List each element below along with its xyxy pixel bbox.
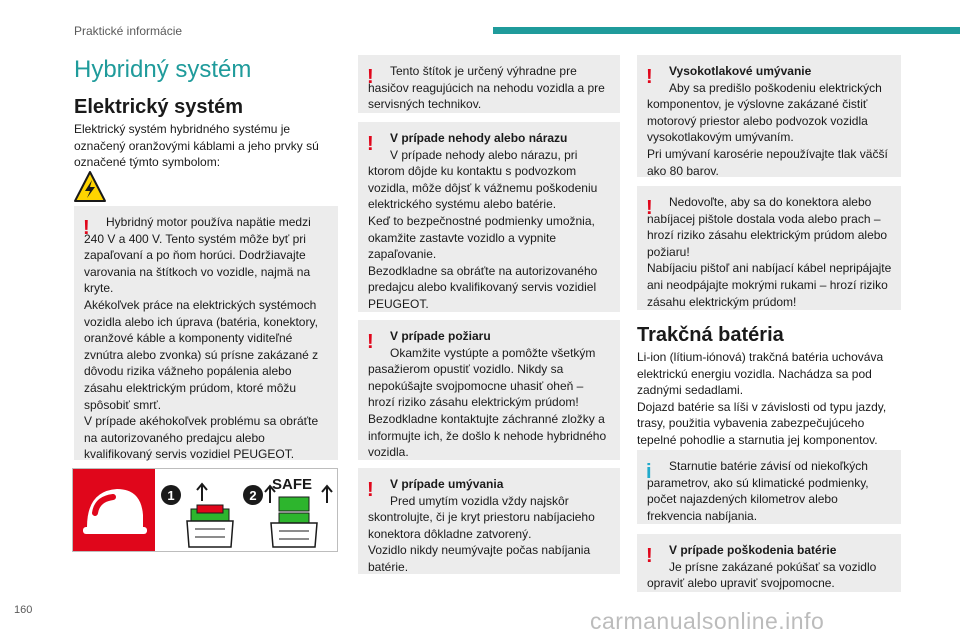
warning-box-fire xyxy=(358,320,620,460)
warning-text: Okamžite vystúpte a pomôžte všetkým pasažierom opustiť vozidlo. Nikdy sa nepokúšajte svojpomocne uhasiť oheň – hrozí riziko zásahu elektrickým prúdom! Bezodkladne kontaktujte záchranné zložky a informujte ich, že došlo k nehode hybridného vozidla. xyxy=(368,345,607,460)
firefighter-helmet-icon xyxy=(73,469,155,551)
electric-system-title: Elektrický systém xyxy=(74,96,244,118)
traction-battery-text: Li-ion (lítium-iónová) trakčná batéria uchováva elektrickú energiu vozidla. Nachádza sa pod zadnými sedadlami. Dojazd batérie sa líši v závislosti od typu jazdy, trasy, použitia vybavenia zabezpečujúceho tepelné pohodlie a starnutia jej komponentov. xyxy=(637,350,887,447)
traction-battery-title: Trakčná batéria xyxy=(637,324,784,346)
warning-exclamation-icon: ! xyxy=(367,479,374,501)
warning-box-water-connector xyxy=(637,186,901,310)
warning-exclamation-icon: ! xyxy=(646,545,653,567)
safe-label: SAFE xyxy=(271,476,313,493)
firefighter-label-panel xyxy=(73,469,155,551)
warning-text: Pred umytím vozidla vždy najskôr skontrolujte, či je kryt priestoru nabíjacieho konektora dôkladne zatvorený. Vozidlo nikdy neumývajte počas nabíjania batérie. xyxy=(368,493,595,574)
warning-text: V prípade nehody alebo nárazu, pri ktorom dôjde ku kontaktu s podvozkom vozidla, môže dôjsť k vážnemu poškodeniu elektrického systému alebo batérie. Keď to bezpečnostné podmienky umožnia, okamžite zastavte vozidlo a vypnite zapaľovanie. Bezodkladne sa obráťte na autorizovaného predajcu alebo kvalifikovaný servis vozidiel PEUGEOT. xyxy=(368,147,598,311)
header-accent-bar xyxy=(493,27,960,34)
page-number: 160 xyxy=(14,604,33,616)
info-text: Starnutie batérie závisí od niekoľkých parametrov, ako sú klimatické podmienky, počet najazdených kilometrov alebo frekvencia nabíjania. xyxy=(647,459,869,523)
info-icon: i xyxy=(646,461,652,483)
electric-system-intro: Elektrický systém hybridného systému je označený oranžovými káblami a jeho prvky sú označené týmto symbolom: xyxy=(74,122,319,170)
warning-box-battery-damage xyxy=(637,534,901,592)
warning-text: Nedovoľte, aby sa do konektora alebo nabíjacej pištole dostala voda alebo prach – hrozí riziko zásahu elektrickým prúdom alebo požiaru! Nabíjaciu pištoľ ani nabíjací kábel nepripájajte ani neodpájajte mokrými rukami – hrozí riziko zásahu elektrickým prúdom! xyxy=(647,195,892,309)
disconnect-diagram xyxy=(157,469,337,551)
warning-box-washing xyxy=(358,468,620,574)
warning-exclamation-icon: ! xyxy=(646,66,653,88)
warning-exclamation-icon: ! xyxy=(646,197,653,219)
warning-box-voltage xyxy=(74,206,338,460)
step-2-label: 2 xyxy=(249,488,257,503)
warning-exclamation-icon: ! xyxy=(367,331,374,353)
warning-box-accident xyxy=(358,122,620,312)
warning-title: Vysokotlakové umývanie xyxy=(669,64,812,78)
warning-exclamation-icon: ! xyxy=(83,217,90,239)
warning-title: V prípade poškodenia batérie xyxy=(669,543,837,557)
warning-box-high-pressure xyxy=(637,55,901,177)
info-box-battery-aging xyxy=(637,450,901,524)
warning-title: V prípade umývania xyxy=(390,477,504,491)
firefighter-label-figure xyxy=(72,468,338,552)
watermark: carmanualsonline.info xyxy=(590,608,825,634)
warning-text: Je prísne zakázané pokúšať sa vozidlo opraviť alebo upraviť svojpomocne. xyxy=(647,559,877,591)
step-1-label: 1 xyxy=(167,488,175,503)
warning-text: Hybridný motor používa napätie medzi 240 V a 400 V. Tento systém môže byť pri zapaľovaní a po ňom horúci. Dodržiavajte varovania na štítkoch vo vozidle, najmä na kryte. Akékoľvek práce na elektrických systémoch vozidla alebo ich úprava (batéria, konektory, oranžové káble a komponenty viditeľné zvnútra alebo zvonka) sú prísne zakázané z dôvodu rizika vážneho popálenia alebo zásahu elektrickým prúdom, ktoré môžu spôsobiť smrť. V prípade akéhokoľvek problému sa obráťte na autorizovaného predajcu alebo kvalifikovaný servis vozidiel PEUGEOT. xyxy=(84,215,319,462)
warning-text: Tento štítok je určený výhradne pre hasičov reagujúcich na nehodu vozidla a pre servisných technikov. xyxy=(368,64,605,112)
high-voltage-warning-icon xyxy=(73,170,107,204)
section-title: Hybridný systém xyxy=(74,56,252,83)
warning-box-label-firefighters xyxy=(358,55,620,113)
warning-exclamation-icon: ! xyxy=(367,66,374,88)
warning-title: V prípade nehody alebo nárazu xyxy=(390,131,568,145)
warning-exclamation-icon: ! xyxy=(367,133,374,155)
running-header: Praktické informácie xyxy=(74,24,183,38)
warning-title: V prípade požiaru xyxy=(390,329,491,343)
warning-text: Aby sa predišlo poškodeniu elektrických komponentov, je výslovne zakázané čistiť motorový priestor alebo podvozok vozidla vysokotlakovým umývaním. Pri umývaní karosérie nepoužívajte tlak väčší ako 80 barov. xyxy=(647,80,888,178)
